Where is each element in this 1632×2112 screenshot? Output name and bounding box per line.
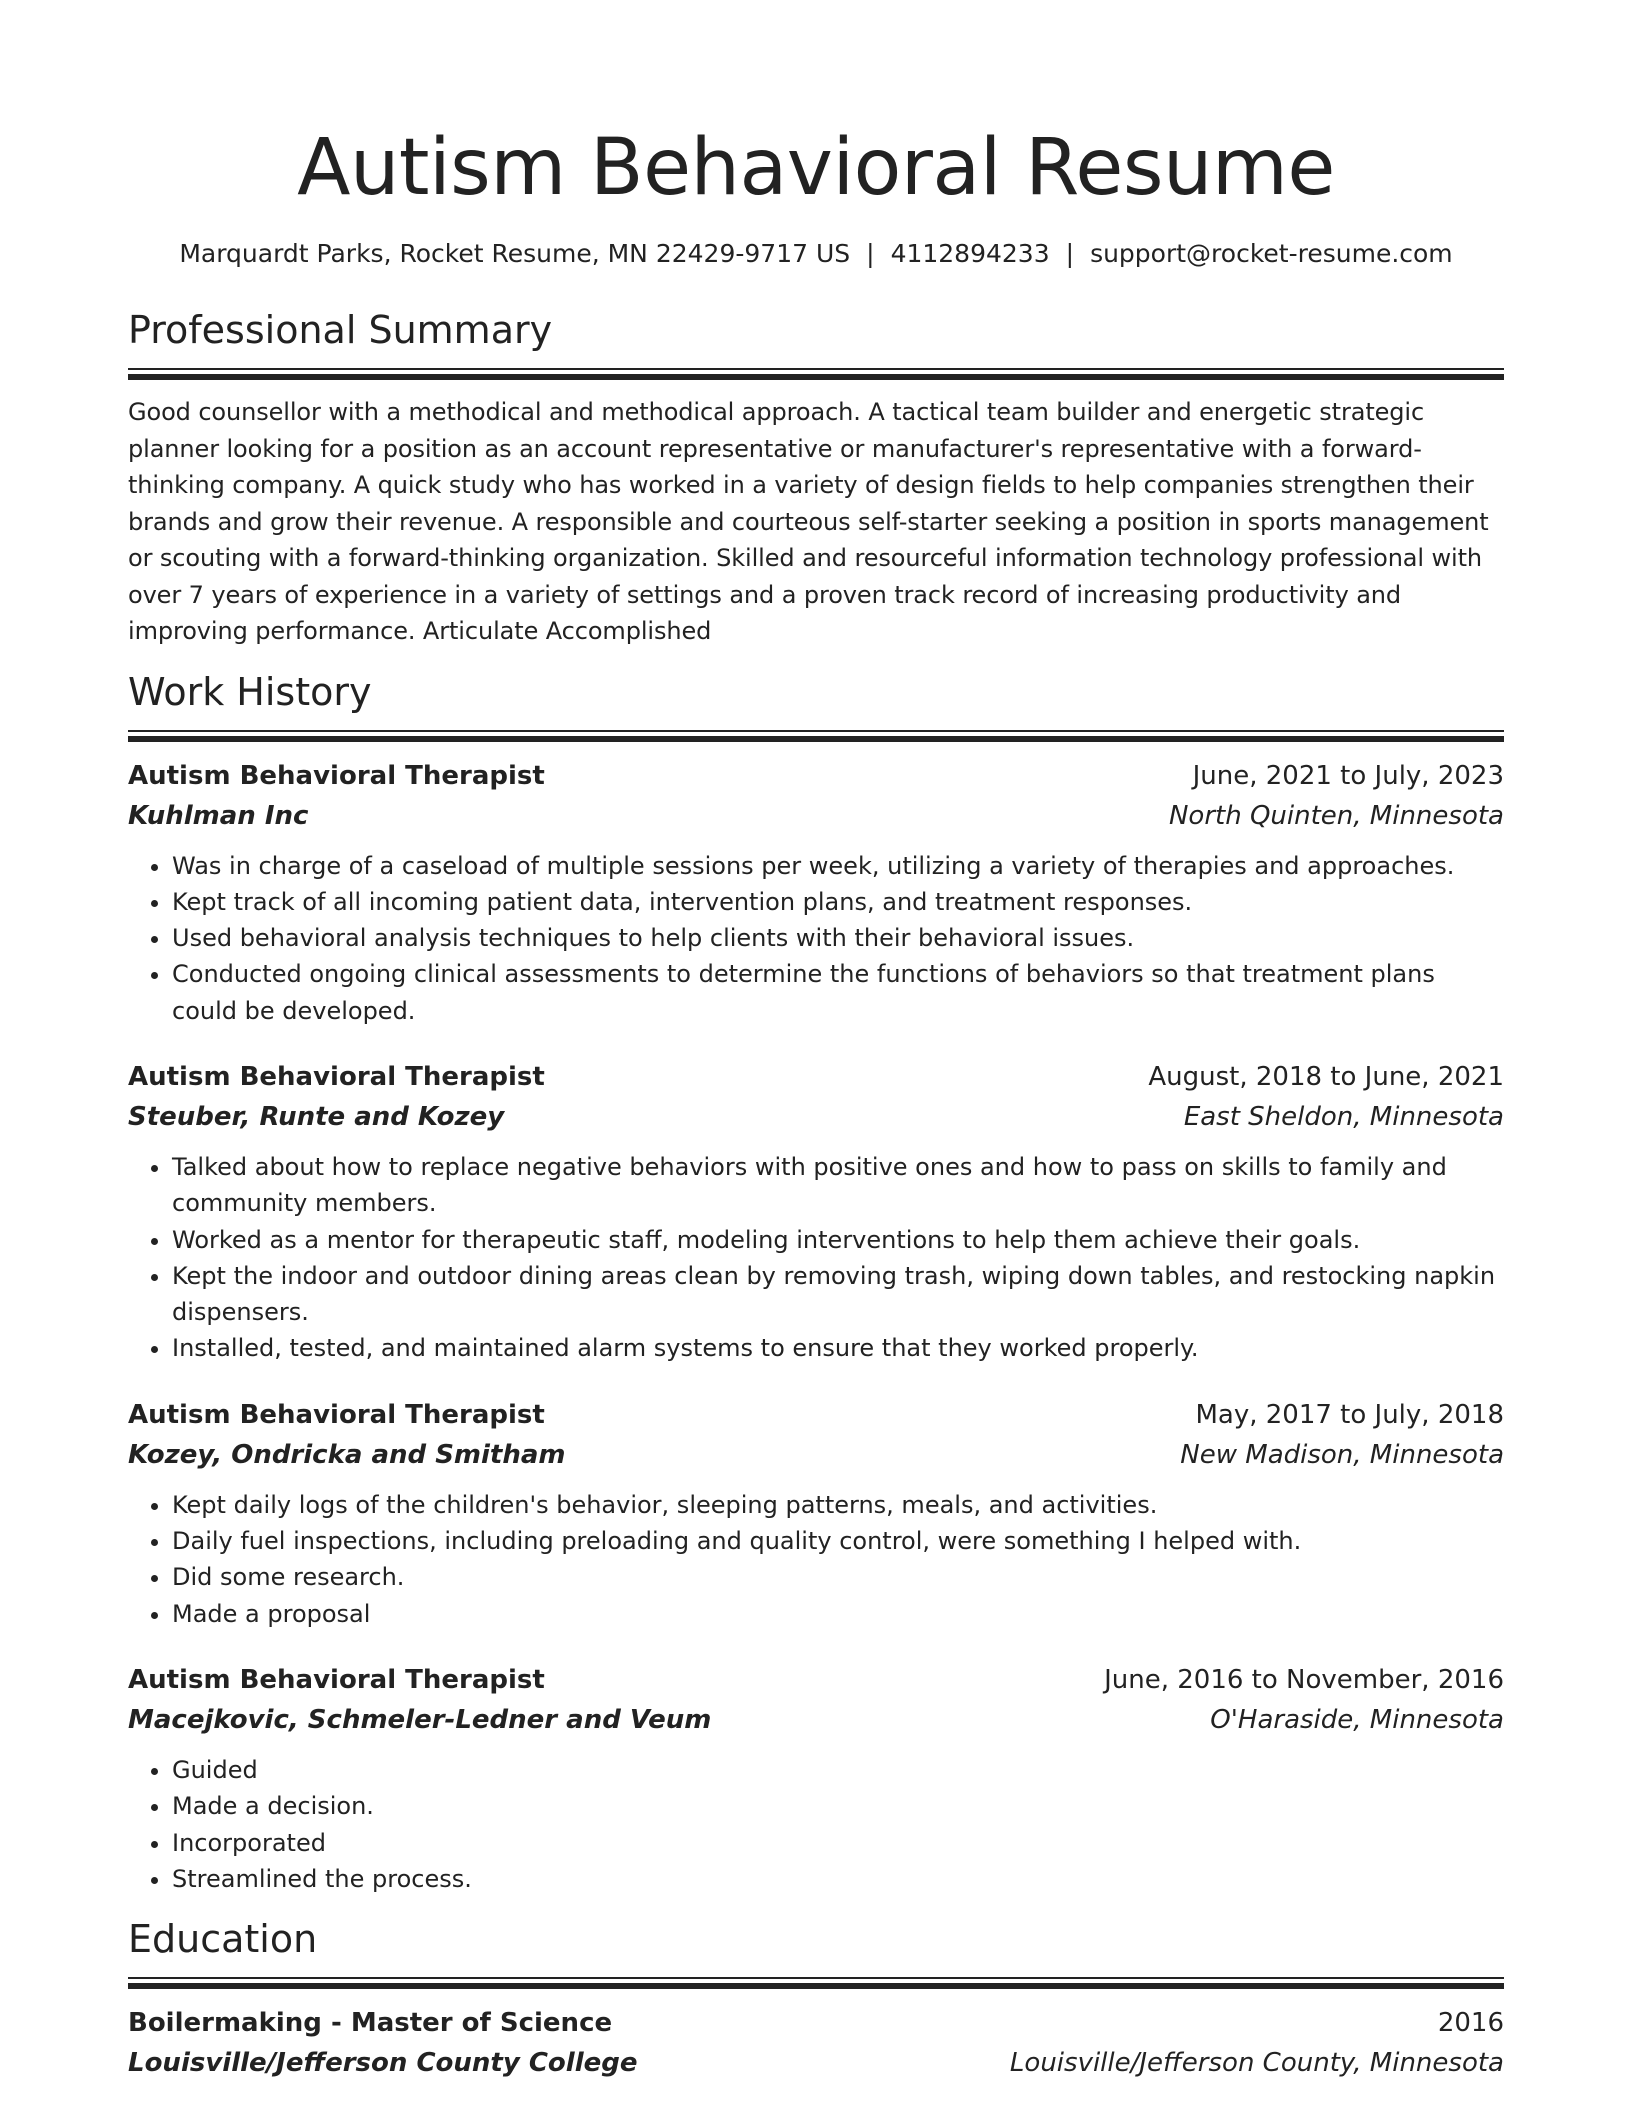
summary-text: Good counsellor with a methodical and methodical approach. A tactical team builder and energetic strategic planner looking for a position as an account representative or manufacturer's representative with a forward-thinking company. A quick study who has worked in a variety of design fields to help companies strengthen their brands and grow their revenue. A responsible and courteous self-starter seeking a position in sports management or scouting with a forward-thinking organization. Skilled and resourceful information technology professional with over 7 years of experience in a variety of settings and a proven track record of increasing productivity and improving performance. Articulate Accomplished [128, 398, 1489, 645]
summary-section [128, 306, 1504, 650]
list-item: • Kept track of all incoming patient data, intervention plans, and treatment responses. [172, 884, 1504, 920]
job-subheader [128, 1435, 1504, 1475]
list-item: • Talked about how to replace negative behaviors with positive ones and how to pass on skills to family and community members. [172, 1149, 1504, 1222]
job-title: Autism Behavioral Therapist [128, 1664, 545, 1695]
section-divider [128, 368, 1504, 380]
list-item: • Incorporated [172, 1825, 1504, 1861]
work-history-section [128, 668, 1504, 1898]
resume-page [128, 0, 1504, 2083]
job-header [128, 756, 1504, 796]
job-bullets [128, 1487, 1504, 1632]
education-section [128, 1915, 1504, 2083]
contact-phone: 4112894233 [890, 239, 1050, 268]
list-item: • Used behavioral analysis techniques to help clients with their behavioral issues. [172, 920, 1504, 956]
list-item: • Daily fuel inspections, including preloading and quality control, were something I helped with. [172, 1523, 1504, 1559]
job-dates: June, 2021 to July, 2023 [1192, 760, 1504, 791]
list-item: • Installed, tested, and maintained alarm systems to ensure that they worked properly. [172, 1330, 1504, 1366]
contact-line [128, 236, 1504, 272]
job-header [128, 1057, 1504, 1097]
job-entry [128, 1395, 1504, 1632]
job-entry [128, 1660, 1504, 1897]
contact-email: support@rocket-resume.com [1090, 239, 1453, 268]
list-item: • Kept daily logs of the children's behavior, sleeping patterns, meals, and activities. [172, 1487, 1504, 1523]
contact-separator: | [1065, 239, 1075, 268]
contact-address: Marquardt Parks, Rocket Resume, MN 22429-9717 US [179, 239, 851, 268]
job-entry [128, 756, 1504, 1029]
job-header [128, 1395, 1504, 1435]
list-item: • Worked as a mentor for therapeutic staff, modeling interventions to help them achieve their goals. [172, 1222, 1504, 1258]
job-header [128, 1660, 1504, 1700]
job-bullets [128, 1149, 1504, 1367]
section-divider [128, 1977, 1504, 1989]
list-item: • Did some research. [172, 1559, 1504, 1595]
job-location: New Madison, Minnesota [1180, 1439, 1504, 1470]
job-title: Autism Behavioral Therapist [128, 760, 545, 791]
education-header [128, 2003, 1504, 2043]
education-entry [128, 2003, 1504, 2083]
job-company: Steuber, Runte and Kozey [128, 1101, 505, 1132]
section-divider [128, 730, 1504, 742]
list-item: • Made a proposal [172, 1596, 1504, 1632]
job-dates: June, 2016 to November, 2016 [1104, 1664, 1504, 1695]
job-dates: May, 2017 to July, 2018 [1195, 1399, 1504, 1430]
job-dates: August, 2018 to June, 2021 [1148, 1061, 1504, 1092]
job-location: East Sheldon, Minnesota [1183, 1101, 1504, 1132]
job-bullets [128, 1752, 1504, 1897]
job-location: North Quinten, Minnesota [1168, 800, 1504, 831]
job-title: Autism Behavioral Therapist [128, 1399, 545, 1430]
list-item: • Guided [172, 1752, 1504, 1788]
list-item: • Was in charge of a caseload of multiple sessions per week, utilizing a variety of therapies and approaches. [172, 848, 1504, 884]
job-subheader [128, 1097, 1504, 1137]
list-item: • Kept the indoor and outdoor dining areas clean by removing trash, wiping down tables, and restocking napkin dispensers. [172, 1258, 1504, 1331]
section-heading-education: Education [128, 1917, 318, 1962]
list-item: • Streamlined the process. [172, 1861, 1504, 1897]
education-degree: Boilermaking - Master of Science [128, 2008, 613, 2039]
job-company: Kozey, Ondricka and Smitham [128, 1439, 566, 1470]
job-title: Autism Behavioral Therapist [128, 1061, 545, 1092]
job-entry [128, 1057, 1504, 1367]
job-subheader [128, 796, 1504, 836]
job-subheader [128, 1700, 1504, 1740]
education-subheader [128, 2043, 1504, 2083]
job-location: O'Haraside, Minnesota [1210, 1704, 1504, 1735]
education-year: 2016 [1437, 2008, 1504, 2039]
education-location: Louisville/Jefferson County, Minnesota [1009, 2048, 1504, 2079]
job-company: Kuhlman Inc [128, 800, 309, 831]
job-company: Macejkovic, Schmeler-Ledner and Veum [128, 1704, 712, 1735]
list-item: • Made a decision. [172, 1788, 1504, 1824]
list-item: • Conducted ongoing clinical assessments to determine the functions of behaviors so that treatment plans could be developed. [172, 956, 1504, 1029]
section-heading-summary: Professional Summary [128, 308, 553, 352]
contact-separator: | [866, 239, 875, 268]
job-bullets [128, 848, 1504, 1029]
section-heading-work-history: Work History [128, 669, 372, 714]
resume-title: Autism Behavioral Resume [297, 123, 1335, 213]
education-school: Louisville/Jefferson County College [128, 2048, 638, 2079]
